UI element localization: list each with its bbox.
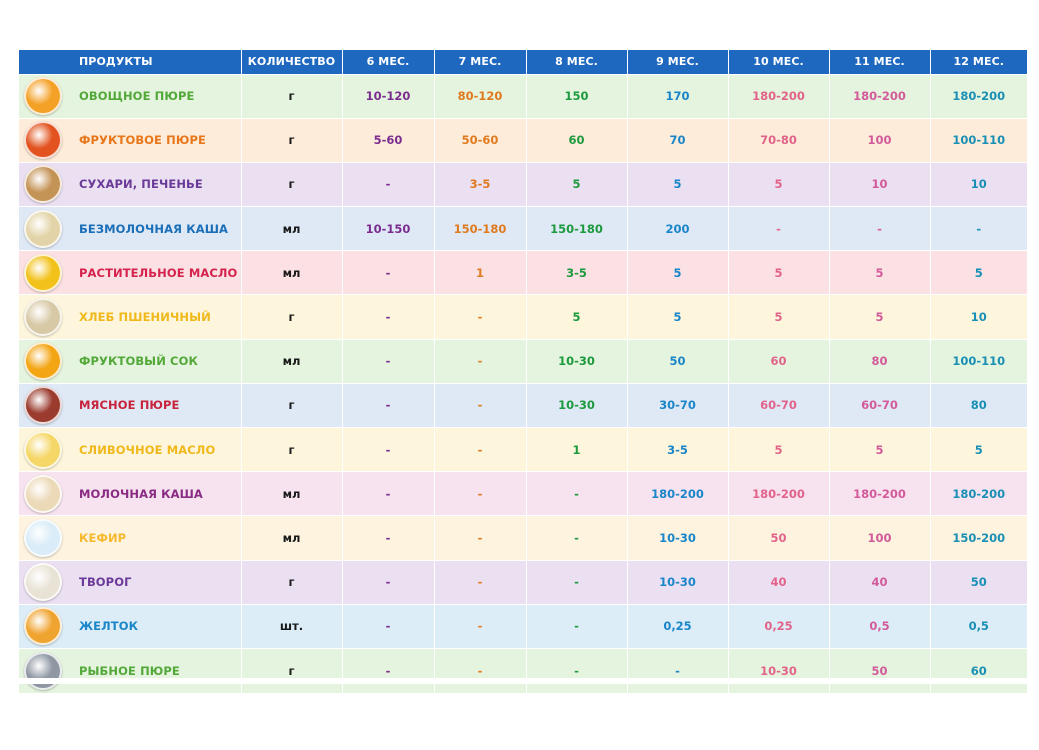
amount-cell: - <box>342 251 434 295</box>
product-name: СЛИВОЧНОЕ МАСЛО <box>79 442 216 457</box>
amount-cell: 1 <box>434 251 526 295</box>
amount-cell: 180-200 <box>728 74 829 118</box>
table-row <box>19 251 1027 295</box>
amount-cell: - <box>434 560 526 604</box>
amount-cell: 5 <box>627 251 728 295</box>
amount-cell: 150-180 <box>434 207 526 251</box>
sunflower-oil-icon <box>24 254 62 292</box>
amount-cell: - <box>342 162 434 206</box>
amount-cell: 180-200 <box>627 472 728 516</box>
feeding-table-container <box>19 50 1027 693</box>
amount-cell: 5 <box>829 428 930 472</box>
unit-cell: мл <box>241 251 342 295</box>
unit-cell: мл <box>241 472 342 516</box>
product-name: ОВОЩНОЕ ПЮРЕ <box>79 89 195 104</box>
fruit-juice-icon <box>24 342 62 380</box>
egg-yolk-icon <box>24 607 62 645</box>
milk-porridge-icon <box>24 475 62 513</box>
amount-cell: 0,5 <box>930 604 1027 648</box>
table-row <box>19 472 1027 516</box>
table-row <box>19 648 1027 692</box>
unit-cell: г <box>241 428 342 472</box>
table-row <box>19 207 1027 251</box>
unit-cell: г <box>241 118 342 162</box>
amount-cell: 80 <box>930 383 1027 427</box>
amount-cell: - <box>342 516 434 560</box>
unit-cell: г <box>241 383 342 427</box>
amount-cell: 150-200 <box>930 516 1027 560</box>
product-name: РЫБНОЕ ПЮРЕ <box>79 663 180 678</box>
kefir-icon <box>24 519 62 557</box>
amount-cell: 1 <box>526 428 627 472</box>
amount-cell: 100-110 <box>930 118 1027 162</box>
amount-cell: - <box>728 207 829 251</box>
product-name: ХЛЕБ ПШЕНИЧНЫЙ <box>79 310 211 325</box>
amount-cell: 3-5 <box>434 162 526 206</box>
amount-cell: - <box>526 472 627 516</box>
amount-cell: - <box>627 648 728 692</box>
product-cell <box>19 648 241 692</box>
table-row <box>19 74 1027 118</box>
amount-cell: 50 <box>829 648 930 692</box>
cottage-cheese-icon <box>24 563 62 601</box>
amount-cell: 0,5 <box>829 604 930 648</box>
amount-cell: 3-5 <box>627 428 728 472</box>
column-header: 9 МЕС. <box>627 50 728 74</box>
product-cell <box>19 472 241 516</box>
amount-cell: 5 <box>627 295 728 339</box>
complementary-feeding-table <box>19 50 1027 693</box>
product-name: ТВОРОГ <box>79 575 132 590</box>
amount-cell: - <box>526 516 627 560</box>
amount-cell: 10-150 <box>342 207 434 251</box>
amount-cell: 5-60 <box>342 118 434 162</box>
unit-cell: мл <box>241 339 342 383</box>
unit-cell: г <box>241 560 342 604</box>
amount-cell: 10-30 <box>627 560 728 604</box>
amount-cell: 40 <box>829 560 930 604</box>
amount-cell: 60 <box>526 118 627 162</box>
amount-cell: 180-200 <box>728 472 829 516</box>
product-cell <box>19 516 241 560</box>
amount-cell: - <box>342 339 434 383</box>
product-cell <box>19 339 241 383</box>
amount-cell: - <box>434 383 526 427</box>
amount-cell: 5 <box>728 428 829 472</box>
unit-cell: г <box>241 648 342 692</box>
column-header: 6 МЕС. <box>342 50 434 74</box>
fruit-puree-icon <box>24 121 62 159</box>
amount-cell: 180-200 <box>930 472 1027 516</box>
column-header: КОЛИЧЕСТВО <box>241 50 342 74</box>
amount-cell: - <box>342 648 434 692</box>
amount-cell: 60-70 <box>829 383 930 427</box>
table-row <box>19 428 1027 472</box>
amount-cell: 0,25 <box>627 604 728 648</box>
table-row <box>19 339 1027 383</box>
amount-cell: - <box>829 207 930 251</box>
amount-cell: 10-120 <box>342 74 434 118</box>
amount-cell: 60-70 <box>728 383 829 427</box>
table-header <box>19 50 1027 74</box>
table-body <box>19 74 1027 693</box>
amount-cell: 5 <box>728 295 829 339</box>
product-name: ЖЕЛТОК <box>79 619 139 634</box>
table-row <box>19 295 1027 339</box>
amount-cell: - <box>342 428 434 472</box>
amount-cell: - <box>434 604 526 648</box>
amount-cell: - <box>342 604 434 648</box>
amount-cell: 5 <box>627 162 728 206</box>
butter-icon <box>24 431 62 469</box>
product-name: ФРУКТОВЫЙ СОК <box>79 354 198 369</box>
product-cell <box>19 74 241 118</box>
column-header: 8 МЕС. <box>526 50 627 74</box>
table-row <box>19 516 1027 560</box>
product-cell <box>19 604 241 648</box>
unit-cell: мл <box>241 207 342 251</box>
product-cell <box>19 295 241 339</box>
amount-cell: 30-70 <box>627 383 728 427</box>
amount-cell: 80 <box>829 339 930 383</box>
amount-cell: - <box>526 560 627 604</box>
product-cell <box>19 251 241 295</box>
product-cell <box>19 383 241 427</box>
column-header: 12 МЕС. <box>930 50 1027 74</box>
amount-cell: 50 <box>627 339 728 383</box>
amount-cell: 150-180 <box>526 207 627 251</box>
amount-cell: 100 <box>829 118 930 162</box>
amount-cell: - <box>526 604 627 648</box>
product-name: ФРУКТОВОЕ ПЮРЕ <box>79 133 206 148</box>
amount-cell: 50-60 <box>434 118 526 162</box>
amount-cell: 5 <box>526 162 627 206</box>
amount-cell: 10-30 <box>526 383 627 427</box>
amount-cell: - <box>526 648 627 692</box>
amount-cell: 10-30 <box>627 516 728 560</box>
product-name: МОЛОЧНАЯ КАША <box>79 486 203 501</box>
crackers-icon <box>24 165 62 203</box>
amount-cell: 0,25 <box>728 604 829 648</box>
amount-cell: 5 <box>728 162 829 206</box>
column-header: ПРОДУКТЫ <box>19 50 241 74</box>
amount-cell: 50 <box>728 516 829 560</box>
fish-puree-icon <box>24 652 62 690</box>
amount-cell: 170 <box>627 74 728 118</box>
table-row <box>19 560 1027 604</box>
amount-cell: 5 <box>829 251 930 295</box>
product-name: БЕЗМОЛОЧНАЯ КАША <box>79 221 229 236</box>
header-row <box>19 50 1027 74</box>
table-row <box>19 383 1027 427</box>
amount-cell: 10 <box>930 162 1027 206</box>
wheat-bread-icon <box>24 298 62 336</box>
amount-cell: 50 <box>930 560 1027 604</box>
column-header: 7 МЕС. <box>434 50 526 74</box>
amount-cell: 180-200 <box>829 74 930 118</box>
amount-cell: 40 <box>728 560 829 604</box>
amount-cell: - <box>342 383 434 427</box>
vegetable-puree-icon <box>24 77 62 115</box>
amount-cell: 10-30 <box>526 339 627 383</box>
unit-cell: шт. <box>241 604 342 648</box>
amount-cell: 150 <box>526 74 627 118</box>
amount-cell: - <box>434 472 526 516</box>
amount-cell: - <box>434 648 526 692</box>
amount-cell: 180-200 <box>930 74 1027 118</box>
amount-cell: - <box>930 207 1027 251</box>
amount-cell: 100-110 <box>930 339 1027 383</box>
amount-cell: 60 <box>728 339 829 383</box>
amount-cell: - <box>434 339 526 383</box>
amount-cell: 5 <box>930 251 1027 295</box>
unit-cell: мл <box>241 516 342 560</box>
bottom-edge <box>19 678 1027 684</box>
product-name: РАСТИТЕЛЬНОЕ МАСЛО <box>79 265 238 280</box>
amount-cell: 70 <box>627 118 728 162</box>
amount-cell: 80-120 <box>434 74 526 118</box>
amount-cell: - <box>342 472 434 516</box>
unit-cell: г <box>241 162 342 206</box>
table-row <box>19 118 1027 162</box>
product-name: КЕФИР <box>79 530 127 545</box>
amount-cell: 200 <box>627 207 728 251</box>
column-header: 11 МЕС. <box>829 50 930 74</box>
product-cell <box>19 162 241 206</box>
table-row <box>19 604 1027 648</box>
dairy-free-porridge-icon <box>24 210 62 248</box>
amount-cell: - <box>342 560 434 604</box>
table-row <box>19 162 1027 206</box>
product-cell <box>19 560 241 604</box>
product-cell <box>19 118 241 162</box>
amount-cell: 5 <box>728 251 829 295</box>
amount-cell: - <box>434 428 526 472</box>
amount-cell: 5 <box>829 295 930 339</box>
amount-cell: 180-200 <box>829 472 930 516</box>
amount-cell: 5 <box>526 295 627 339</box>
amount-cell: - <box>342 295 434 339</box>
amount-cell: - <box>434 295 526 339</box>
amount-cell: - <box>434 516 526 560</box>
amount-cell: 70-80 <box>728 118 829 162</box>
amount-cell: 10 <box>930 295 1027 339</box>
product-cell <box>19 428 241 472</box>
amount-cell: 10-30 <box>728 648 829 692</box>
amount-cell: 10 <box>829 162 930 206</box>
column-header: 10 МЕС. <box>728 50 829 74</box>
unit-cell: г <box>241 295 342 339</box>
product-cell <box>19 207 241 251</box>
amount-cell: 100 <box>829 516 930 560</box>
amount-cell: 3-5 <box>526 251 627 295</box>
amount-cell: 60 <box>930 648 1027 692</box>
meat-puree-icon <box>24 386 62 424</box>
amount-cell: 5 <box>930 428 1027 472</box>
product-name: МЯСНОЕ ПЮРЕ <box>79 398 180 413</box>
product-name: СУХАРИ, ПЕЧЕНЬЕ <box>79 177 203 192</box>
unit-cell: г <box>241 74 342 118</box>
